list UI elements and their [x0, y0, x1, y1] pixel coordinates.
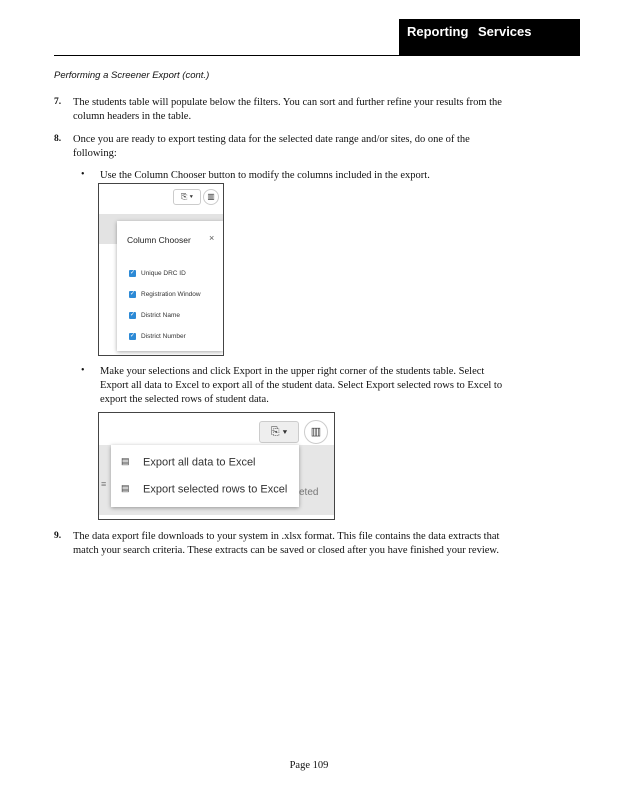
- close-icon[interactable]: ×: [209, 233, 215, 243]
- step-8-line1: Once you are ready to export testing data for the selected date range and/or sites, do one of the: [73, 134, 470, 145]
- export-selected-menu-item[interactable]: [121, 483, 287, 496]
- bullet-2-line3: export the selected rows of student data.: [100, 394, 269, 405]
- checkbox-checked-icon[interactable]: ✓: [129, 333, 136, 339]
- column-option[interactable]: [129, 291, 201, 301]
- step-9-line1: The data export file downloads to your system in .xlsx format. This file contains the data extracts that: [73, 531, 500, 542]
- column-option[interactable]: [129, 270, 186, 280]
- section-title: Performing a Screener Export (cont.): [54, 70, 210, 81]
- step-9-number: 9.: [54, 531, 62, 541]
- step-7-line2: column headers in the table.: [73, 111, 192, 122]
- column-chooser-title: Column Chooser: [127, 235, 191, 245]
- column-header-fragment: eted: [299, 487, 319, 498]
- column-option[interactable]: [129, 312, 180, 322]
- export-menu-screenshot: [98, 412, 335, 520]
- export-button[interactable]: [259, 421, 299, 443]
- export-button[interactable]: [173, 189, 201, 205]
- export-all-menu-item[interactable]: [121, 456, 256, 469]
- export-dropdown-menu: [111, 445, 299, 507]
- column-option[interactable]: [129, 333, 186, 343]
- export-icon: ⎘: [270, 426, 280, 438]
- step-8-line2: following:: [73, 148, 117, 159]
- column-chooser-button[interactable]: [203, 189, 219, 205]
- column-chooser-panel: [117, 221, 223, 351]
- step-7-line1: The students table will populate below the filters. You can sort and further refine your results from the: [73, 97, 502, 108]
- bullet-2-dot: •: [81, 365, 85, 376]
- header-services: Services: [478, 24, 532, 39]
- checkbox-checked-icon[interactable]: ✓: [129, 270, 136, 276]
- column-option-label: District Number: [141, 333, 186, 341]
- step-9-line2: match your search criteria. These extracts can be saved or closed after you have finished your review.: [73, 545, 499, 556]
- excel-file-icon: ▤: [121, 456, 130, 466]
- column-chooser-button[interactable]: [304, 420, 328, 444]
- export-all-label: Export all data to Excel: [143, 456, 256, 469]
- bullet-2-line1: Make your selections and click Export in the upper right corner of the students table. Select: [100, 366, 485, 377]
- step-8-number: 8.: [54, 134, 62, 144]
- column-option-label: Unique DRC ID: [141, 270, 186, 278]
- page-number: Page 109: [289, 760, 329, 771]
- chevron-down-icon: ▾: [189, 192, 193, 201]
- excel-file-icon: ▤: [121, 483, 130, 493]
- filter-icon: ≡: [101, 479, 107, 489]
- column-chooser-icon: ▥: [310, 426, 322, 438]
- export-icon: ⎘: [180, 192, 188, 201]
- checkbox-checked-icon[interactable]: ✓: [129, 312, 136, 318]
- chevron-down-icon: ▾: [282, 426, 288, 438]
- checkbox-checked-icon[interactable]: ✓: [129, 291, 136, 297]
- column-chooser-icon: ▥: [207, 192, 215, 201]
- bullet-2-line2: Export all data to Excel to export all of the student data. Select Export selected rows to Excel to: [100, 380, 503, 391]
- column-option-label: Registration Window: [141, 291, 201, 299]
- bullet-1-dot: •: [81, 169, 85, 180]
- bullet-1-text: Use the Column Chooser button to modify the columns included in the export.: [100, 170, 430, 181]
- export-selected-label: Export selected rows to Excel: [143, 483, 288, 496]
- header-reporting: Reporting: [407, 24, 469, 39]
- header-box: [399, 19, 580, 56]
- column-option-label: District Name: [141, 312, 181, 320]
- header-rule: [54, 55, 580, 56]
- step-7-number: 7.: [54, 97, 62, 107]
- column-chooser-screenshot: [98, 183, 224, 356]
